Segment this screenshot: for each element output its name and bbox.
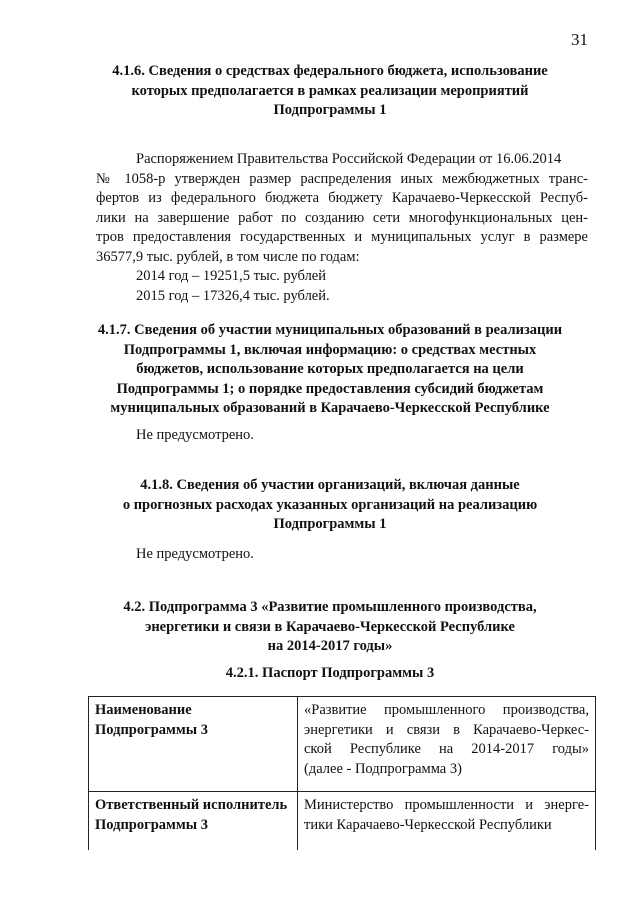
section-4-1-7-body: Не предусмотрено. <box>136 427 254 443</box>
heading-line: 4.2.1. Паспорт Подпрограммы 3 <box>225 665 435 681</box>
heading-line: бюджетов, использование которых предполагается на цели <box>136 361 524 377</box>
heading-line: 4.1.8. Сведения об участии организаций, включая данные <box>140 477 520 493</box>
heading-line: о прогнозных расходах указанных организаций на реализацию <box>122 496 538 513</box>
heading-line: которых предполагается в рамках реализации мероприятий <box>131 82 529 99</box>
heading-line: Подпрограммы 1; о порядке предоставления субсидий бюджетам <box>116 380 544 397</box>
table-row <box>89 697 596 792</box>
value-line: тики Карачаево-Черкесской Республики <box>304 816 552 833</box>
heading-line: муниципальных образований в Карачаево-Черкесской Республике <box>110 400 550 416</box>
body-line: фертов из федерального бюджета бюджету Карачаево-Черкесской Респуб- <box>96 190 588 206</box>
section-4-1-6-body <box>96 150 588 306</box>
page-number: 31 <box>571 30 588 49</box>
table-value-cell <box>298 792 596 851</box>
body-line: 36577,9 тыс. рублей, в том числе по годам: <box>96 248 360 265</box>
year-line: 2015 год – 17326,4 тыс. рублей. <box>136 287 330 304</box>
label-line: Наименование <box>95 702 192 718</box>
body-line: тров предоставления государственных и муниципальных услуг в размере <box>96 229 588 245</box>
heading-line: Подпрограммы 1 <box>273 516 387 532</box>
section-4-1-8-body: Не предусмотрено. <box>136 546 254 562</box>
heading-line: энергетики и связи в Карачаево-Черкесской Республике <box>145 618 515 635</box>
table-row <box>89 792 596 851</box>
value-line: Министерство промышленности и энерге- <box>304 797 589 813</box>
section-4-2-1-heading <box>80 664 580 684</box>
value-line: энергетики и связи в Карачаево-Черкес- <box>304 721 589 738</box>
heading-line: на 2014-2017 годы» <box>267 638 393 654</box>
table-label-cell <box>89 697 298 792</box>
year-line: 2014 год – 19251,5 тыс. рублей <box>136 268 327 284</box>
table-value-cell <box>298 697 596 792</box>
section-4-1-8-heading <box>80 476 580 535</box>
body-line: лики на завершение работ по созданию сети многофункциональных цен- <box>96 209 588 226</box>
label-line: Подпрограммы 3 <box>95 816 208 833</box>
passport-table <box>88 696 596 850</box>
section-4-1-6-heading <box>80 62 580 121</box>
value-line: ской Республике на 2014-2017 годы» <box>304 741 589 757</box>
label-line: Ответственный исполнитель <box>95 797 288 813</box>
heading-line: 4.1.6. Сведения о средствах федерального бюджета, использование <box>112 63 548 79</box>
table-label-cell <box>89 792 298 851</box>
heading-line: 4.2. Подпрограмма 3 «Развитие промышленного производства, <box>123 599 537 615</box>
label-line: Подпрограммы 3 <box>95 721 208 738</box>
heading-line: Подпрограммы 1, включая информацию: о средствах местных <box>123 341 537 358</box>
value-line: (далее - Подпрограмма 3) <box>304 760 462 777</box>
body-line: Распоряжением Правительства Российской Федерации от 16.06.2014 <box>136 151 562 167</box>
section-4-1-7-heading <box>80 321 580 419</box>
section-4-2-heading <box>80 598 580 657</box>
heading-line: 4.1.7. Сведения об участии муниципальных образований в реализации <box>97 322 563 338</box>
body-line: № 1058-р утвержден размер распределения иных межбюджетных транс- <box>96 170 588 187</box>
heading-line: Подпрограммы 1 <box>273 102 387 118</box>
value-line: «Развитие промышленного производства, <box>304 702 589 718</box>
